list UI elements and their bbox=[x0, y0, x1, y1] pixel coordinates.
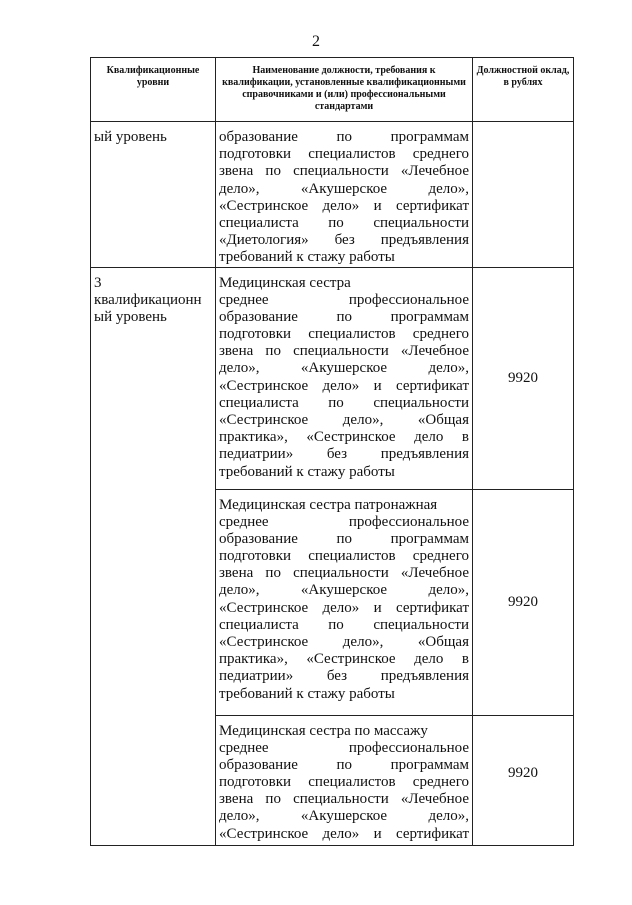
salary-cell: 9920 bbox=[473, 489, 574, 715]
requirement-text-line: «Сестринское дело», «Общая bbox=[219, 634, 469, 651]
requirement-text-line: требований к стажу работы bbox=[219, 463, 395, 480]
requirement-text-line: дело», «Акушерское дело», bbox=[219, 582, 469, 599]
requirement-text-line: среднее профессиональное bbox=[219, 513, 469, 530]
requirement-text-line: практика», «Сестринское дело в bbox=[219, 651, 469, 668]
position-title: Медицинская сестра bbox=[219, 274, 351, 291]
requirement-text-line: дело», «Акушерское дело», bbox=[219, 180, 469, 197]
requirement-text-line: образование по программам bbox=[219, 308, 469, 325]
salary-cell: 9920 bbox=[473, 267, 574, 489]
salary-cell bbox=[473, 122, 574, 268]
level-text-line: 3 bbox=[94, 274, 102, 291]
requirement-text-line: подготовки специалистов среднего bbox=[219, 774, 469, 791]
requirement-text-line: «Сестринское дело» и сертификат bbox=[219, 377, 469, 394]
requirement-text-line: образование по программам bbox=[219, 530, 469, 547]
salary-cell: 9920 bbox=[473, 715, 574, 845]
requirement-text-line: звена по специальности «Лечебное bbox=[219, 163, 469, 180]
requirement-text-line: звена по специальности «Лечебное bbox=[219, 343, 469, 360]
requirement-text-line: специалиста по специальности bbox=[219, 214, 469, 231]
requirement-text-line: «Сестринское дело» и сертификат bbox=[219, 599, 469, 616]
requirement-text-line: образование по программам bbox=[219, 129, 469, 145]
level-cell bbox=[91, 122, 216, 268]
requirement-text-line: практика», «Сестринское дело в bbox=[219, 429, 469, 446]
table-row bbox=[91, 267, 574, 489]
level-cell bbox=[91, 267, 216, 845]
requirement-text-line: звена по специальности «Лечебное bbox=[219, 791, 469, 808]
requirement-text-line: среднее профессиональное bbox=[219, 739, 469, 756]
level-text-line: ый уровень bbox=[94, 308, 167, 325]
position-title: Медицинская сестра патронажная bbox=[219, 496, 438, 513]
description-cell bbox=[216, 267, 473, 489]
table-row bbox=[91, 122, 574, 268]
requirement-text-line: «Сестринское дело» и сертификат bbox=[219, 825, 469, 842]
position-title: Медицинская сестра по массажу bbox=[219, 722, 428, 739]
requirement-text-line: звена по специальности «Лечебное bbox=[219, 565, 469, 582]
requirement-text-line: среднее профессиональное bbox=[219, 291, 469, 308]
requirement-text-line: дело», «Акушерское дело», bbox=[219, 360, 469, 377]
description-cell bbox=[216, 489, 473, 715]
header-qualification-levels: Квалификационные уровни bbox=[91, 58, 216, 122]
requirement-text-line: подготовки специалистов среднего bbox=[219, 326, 469, 343]
requirement-text-line: педиатрии» без предъявления bbox=[219, 446, 469, 463]
requirement-text-line: специалиста по специальности bbox=[219, 616, 469, 633]
level-text-line: ый уровень bbox=[94, 129, 167, 145]
description-cell bbox=[216, 715, 473, 845]
requirement-text-line: образование по программам bbox=[219, 756, 469, 773]
requirement-text-line: педиатрии» без предъявления bbox=[219, 668, 469, 685]
requirement-text-line: подготовки специалистов среднего bbox=[219, 548, 469, 565]
requirement-text-line: дело», «Акушерское дело», bbox=[219, 808, 469, 825]
page-number: 2 bbox=[312, 33, 320, 50]
requirement-text-line: «Сестринское дело» и сертификат bbox=[219, 197, 469, 214]
requirement-text-line: требований к стажу работы bbox=[219, 685, 395, 702]
requirement-text-line: «Диетология» без предъявления bbox=[219, 232, 469, 249]
qualification-salary-table bbox=[90, 57, 574, 846]
requirement-text-line: «Сестринское дело», «Общая bbox=[219, 412, 469, 429]
requirement-text-line: специалиста по специальности bbox=[219, 394, 469, 411]
requirement-text-line: подготовки специалистов среднего bbox=[219, 146, 469, 163]
header-salary: Должностной оклад, в рублях bbox=[473, 58, 574, 122]
requirement-text-line: требований к стажу работы bbox=[219, 249, 395, 266]
table-header-row bbox=[91, 58, 574, 122]
description-cell bbox=[216, 122, 473, 268]
header-position-requirements: Наименование должности, требования к квалификации, установленные квалификационными справочниками и (или) профессиональными стандартами bbox=[216, 58, 473, 122]
level-text-line: квалификационн bbox=[94, 291, 202, 308]
